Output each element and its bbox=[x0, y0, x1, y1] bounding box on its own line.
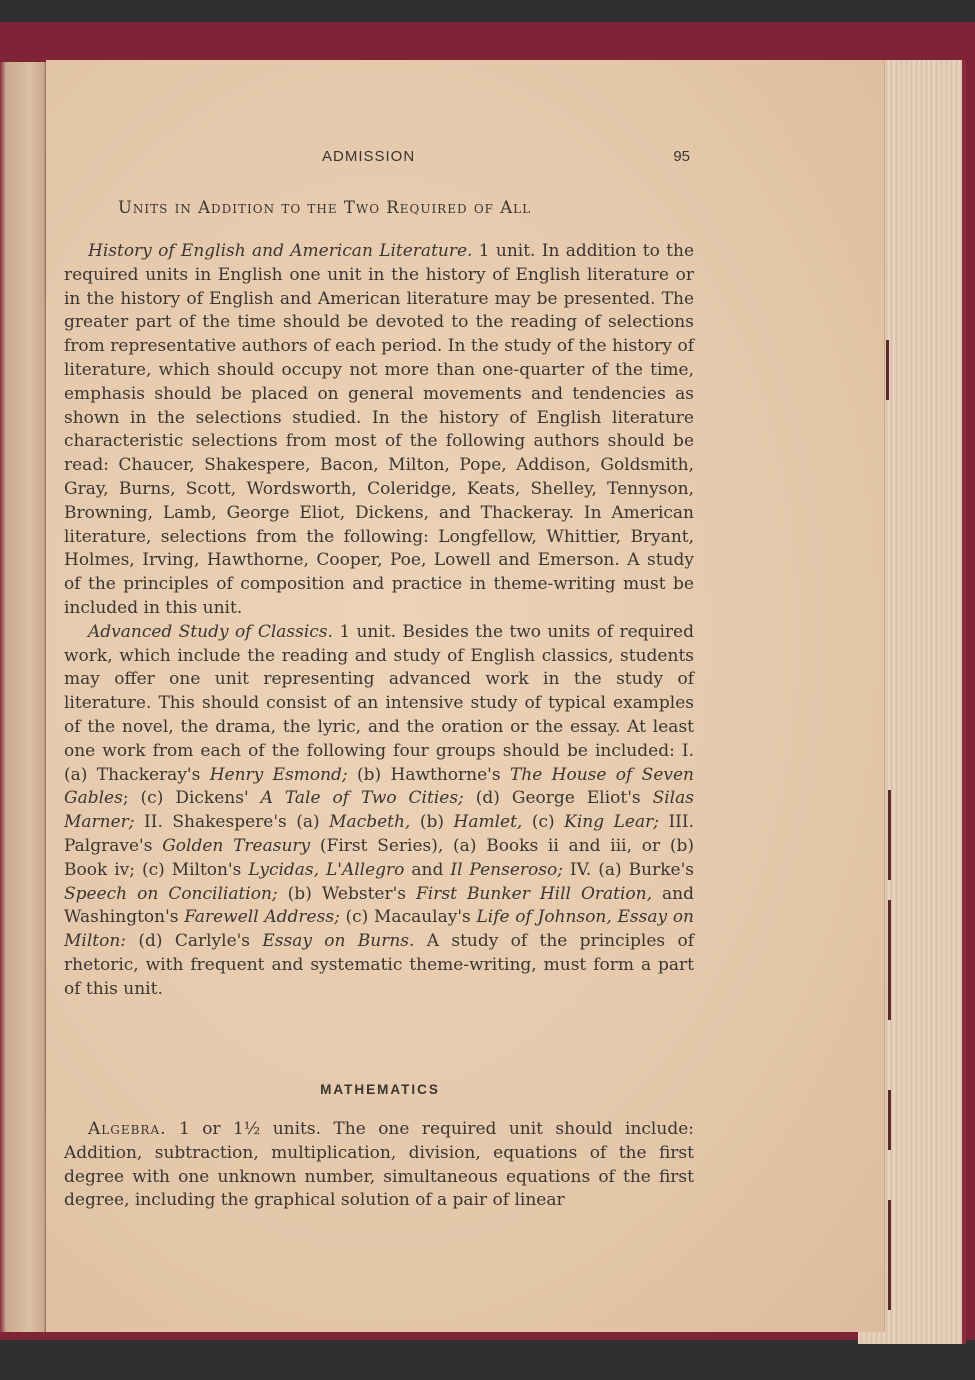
margin-mark bbox=[888, 790, 891, 880]
work-title: First Bunker Hill Oration, bbox=[416, 883, 653, 904]
margin-mark bbox=[888, 1200, 891, 1310]
advanced-text: and Washington's bbox=[64, 883, 695, 928]
work-title: Lycidas, L'Allegro bbox=[248, 859, 405, 880]
advanced-text: (First Series), (a) Books ii and iii, or (b) Book iv; (c) Milton's bbox=[64, 835, 694, 880]
work-title: Farewell Address; bbox=[184, 907, 340, 928]
work-title: Hamlet, bbox=[453, 812, 523, 833]
history-paragraph bbox=[64, 240, 694, 621]
algebra-title: Algebra. bbox=[88, 1119, 167, 1139]
work-title: Silas Marner; bbox=[64, 788, 694, 833]
work-title: Henry Esmond; bbox=[209, 764, 348, 785]
advanced-text: (b) Hawthorne's bbox=[347, 764, 510, 785]
algebra-body: 1 or 1½ units. The one required unit should include: Addition, subtraction, multiplication, division, equations of the first degree with one unknown number, simultaneous equations of the first degree, including the graphical solution of a pair of linear bbox=[64, 1119, 694, 1211]
work-title: Speech on Conciliation; bbox=[64, 883, 278, 904]
advanced-text: (d) Carlyle's bbox=[126, 931, 263, 952]
advanced-text: (b) Webster's bbox=[277, 883, 417, 904]
margin-mark bbox=[886, 340, 889, 400]
history-body: 1 unit. In addition to the required units in English one unit in the history of English literature or in the history of English and American literature may be presented. The greater part of the time should be devoted to the reading of selections from representative authors of each period. In the study of the history of literature, which should occupy not more than one-quarter of the time, emphasis should be placed on general movements and tendencies as shown in the selections studied. In the history of English literature characteristic selections from most of the following authors should be read: Chaucer, Shakespere, Bacon, Milton, Pope, Addison, Goldsmith, Gray, Burns, Scott, Wordsworth, Coleridge, Keats, Shelley, Tennyson, Browning, Lamb, George Eliot, Dickens, and Thackeray. In American literature, selections from the following: Longfellow, Whittier, Bryant, Holmes, Irving, Hawthorne, Cooper, Poe, Lowell and Emerson. A study of the principles of composition and practice in theme-writing must be included in this unit. bbox=[64, 241, 694, 618]
facing-page-edge bbox=[0, 62, 48, 1332]
advanced-text: II. Shakespere's (a) bbox=[134, 812, 330, 833]
work-title: A Tale of Two Cities; bbox=[260, 788, 464, 809]
advanced-text: (c) Macaulay's bbox=[339, 907, 477, 928]
work-title: King Lear; bbox=[564, 812, 659, 833]
work-title: Essay on Burns. bbox=[262, 931, 415, 952]
running-header bbox=[322, 148, 694, 170]
advanced-text: (d) George Eliot's bbox=[463, 788, 653, 809]
work-title: Life of Johnson, Essay on Milton: bbox=[64, 907, 694, 952]
advanced-title: Advanced Study of Classics. bbox=[88, 621, 333, 642]
advanced-text: ; (c) Dickens' bbox=[122, 788, 261, 809]
mathematics-section bbox=[64, 1118, 694, 1213]
section-heading: Units in Addition to the Two Required of All bbox=[118, 198, 532, 217]
margin-marks bbox=[882, 330, 902, 1310]
work-title: Il Penseroso; bbox=[450, 859, 563, 880]
mathematics-heading: MATHEMATICS bbox=[320, 1082, 440, 1097]
advanced-paragraph bbox=[64, 621, 694, 1002]
algebra-paragraph bbox=[64, 1118, 694, 1213]
header-title: ADMISSION bbox=[322, 148, 416, 165]
advanced-text: A study of the principles of rhetoric, with frequent and systematic theme-writing, must form a part of this unit. bbox=[64, 931, 694, 999]
margin-mark bbox=[888, 1090, 891, 1150]
advanced-text: and bbox=[404, 859, 451, 880]
margin-mark bbox=[888, 900, 891, 1020]
work-title: The House of Seven Gables bbox=[64, 764, 694, 809]
work-title: Macbeth, bbox=[329, 812, 411, 833]
advanced-text: III. Palgrave's bbox=[64, 812, 694, 856]
page-number: 95 bbox=[673, 148, 690, 165]
literature-section bbox=[64, 240, 694, 1002]
advanced-intro: 1 unit. Besides the two units of required work, which include the reading and study of English classics, students may offer one unit representing advanced work in the study of literature. This should consist of an intensive study of typical examples of the novel, the drama, the lyric, and the oration or the essay. At least one work from each of the following four groups should be included: I. (a) Thackeray's bbox=[64, 621, 694, 785]
work-title: Golden Treasury bbox=[162, 835, 311, 856]
advanced-text: (c) bbox=[522, 812, 565, 833]
advanced-text: IV. (a) Burke's bbox=[562, 859, 694, 880]
advanced-text: (b) bbox=[410, 812, 454, 833]
history-title: History of English and American Literature. bbox=[88, 241, 473, 261]
